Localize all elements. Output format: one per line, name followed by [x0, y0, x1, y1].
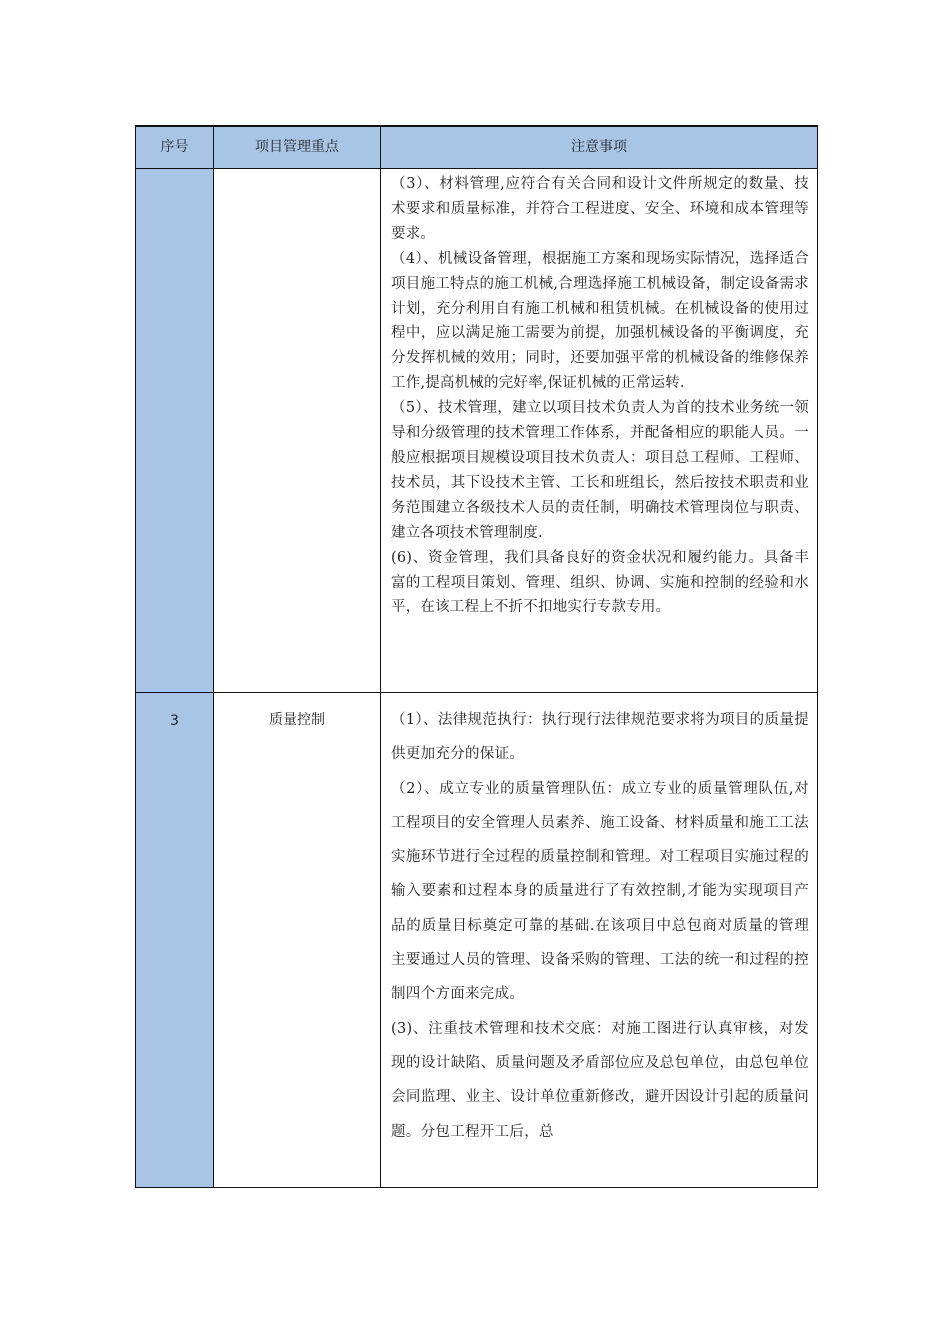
note-funds: (6)、资金管理，我们具备良好的资金状况和履约能力。具备丰富的工程项目策划、管理、组织、协调、实施和控制的经验和水平，在该工程上不折不扣地实行专款专用。	[391, 549, 809, 616]
header-management-focus: 项目管理重点	[255, 139, 339, 155]
row-management-focus: 质量控制	[269, 712, 325, 728]
table-header-row	[136, 127, 817, 169]
note-machinery: （4）、机械设备管理，根据施工方案和现场实际情况，选择适合项目施工特点的施工机械,合理选择施工机械设备，制定设备需求计划，充分利用自有施工机械和租赁机械。在机械设备的使用过程中，应以满足施工需要为前提，加强机械设备的平衡调度，充分发挥机械的效用；同时，还要加强平常的机械设备的维修保养工作,提高机械的完好率,保证机械的正常运转.	[391, 250, 809, 392]
column-divider-2	[380, 127, 381, 1187]
note-technical-disclosure: (3)、注重技术管理和技术交底：对施工图进行认真审核，对发现的设计缺陷、质量问题及矛盾部位应及总包单位，由总包单位会同监理、业主、设计单位重新修改，避开因设计引起的质量问题。分包工程开工后，总	[391, 1020, 809, 1140]
row-number: 3	[170, 713, 179, 729]
column-divider-1	[213, 127, 214, 1187]
note-technical: （5）、技术管理，建立以项目技术负责人为首的技术业务统一领导和分级管理的技术管理工作体系，并配备相应的职能人员。一般应根据项目规模设项目技术负责人：项目总工程师、工程师、技术员，其下设技术主管、工长和班组长，然后按技术职责和业务范围建立各级技术人员的责任制，明确技术管理岗位与职责、建立各项技术管理制度.	[391, 400, 809, 541]
table-row-notes-continued	[391, 172, 809, 620]
table-row-quality-notes	[391, 703, 809, 1149]
note-legal: （1）、法律规范执行：执行现行法律规范要求将为项目的质量提供更加充分的保证。	[391, 712, 809, 763]
number-column-fill	[136, 169, 213, 1187]
row-divider	[136, 692, 817, 693]
note-materials: （3）、材料管理,应符合有关合同和设计文件所规定的数量、技术要求和质量标准，并符合工程进度、安全、环境和成本管理等要求。	[391, 176, 809, 242]
header-notes: 注意事项	[571, 139, 627, 155]
note-quality-team: （2）、成立专业的质量管理队伍：成立专业的质量管理队伍,对工程项目的安全管理人员素养、施工设备、材料质量和施工工法实施环节进行全过程的质量控制和管理。对工程项目实施过程的输入要素和过程本身的质量进行了有效控制,才能为实现项目产品的质量目标奠定可靠的基础.在该项目中总包商对质量的管理主要通过人员的管理、设备采购的管理、工法的统一和过程的控制四个方面来完成。	[391, 780, 809, 1003]
header-number: 序号	[160, 139, 189, 155]
notes-table	[135, 125, 818, 1188]
